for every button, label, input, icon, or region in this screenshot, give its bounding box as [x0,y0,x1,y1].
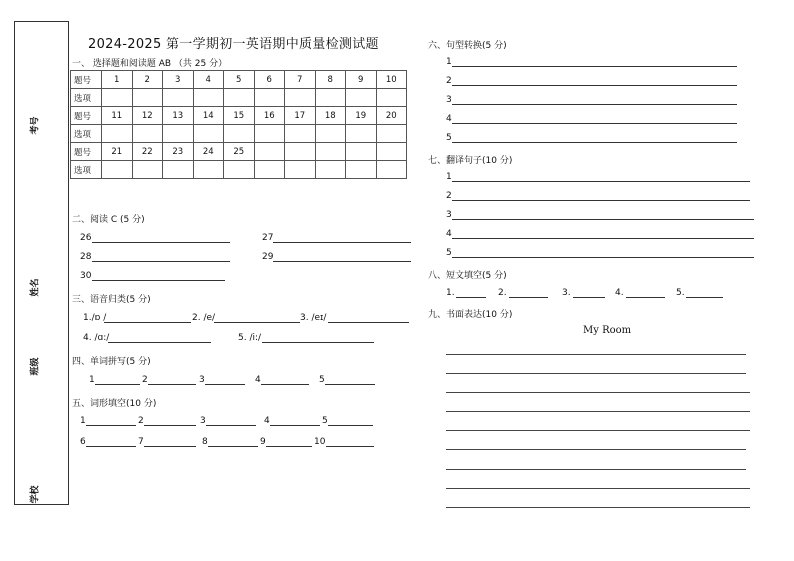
essay-title: My Room [583,325,632,336]
blank-label: 3 [199,375,205,385]
answer-line[interactable] [509,297,548,298]
class-label: 班级 [30,357,41,376]
blank-label: 1 [80,416,86,426]
answer-line[interactable] [208,446,258,447]
section-7-heading: 七、翻译句子(10 分) [428,156,513,166]
section-2-heading: 二、阅读 C (5 分) [72,215,145,225]
section-8-heading: 八、短文填空(5 分) [428,271,507,281]
answer-cell[interactable] [346,89,377,107]
blank-label: 3. [562,288,571,298]
answer-line[interactable] [206,425,256,426]
row-label: 题号 [71,71,102,89]
q-number: 7 [285,71,316,89]
q-number: 10 [376,71,407,89]
q-number: 11 [102,107,133,125]
section-1-heading: 一、 选择题和阅读题 AB （共 25 分） [72,59,228,69]
answer-line[interactable] [86,425,136,426]
answer-line[interactable] [452,181,750,182]
section-6-heading: 六、句型转换(5 分) [428,41,507,51]
q-number: 9 [346,71,377,89]
blank-label: 1 [446,57,452,67]
page-title: 2024-2025 第一学期初一英语期中质量检测试题 [88,37,379,52]
blank-label: 4. [615,288,624,298]
blank-label: 1./ɒ / [83,313,107,323]
empty-cell [346,143,377,161]
q-number: 13 [163,107,194,125]
blank-label: 9 [260,437,266,447]
blank-label: 5. [676,288,685,298]
q-number: 15 [224,107,255,125]
q-number: 5 [224,71,255,89]
q-number: 12 [132,107,163,125]
answer-line[interactable] [108,342,211,343]
writing-line[interactable] [446,488,750,489]
blank-label: 4. /ɑ:/ [83,333,110,343]
q-number: 4 [193,71,224,89]
empty-cell [346,161,377,179]
blank-label: 3 [200,416,206,426]
answer-cell[interactable] [102,125,133,143]
answer-line[interactable] [92,280,225,281]
answer-line[interactable] [452,200,750,201]
answer-line[interactable] [148,384,196,385]
section-3-heading: 三、语音归类(5 分) [72,295,151,305]
answer-line[interactable] [452,85,737,86]
answer-line[interactable] [266,446,312,447]
answer-line[interactable] [452,257,754,258]
answer-cell[interactable] [132,161,163,179]
answer-cell[interactable] [346,125,377,143]
blank-label: 3. /eɪ/ [300,313,327,323]
answer-cell[interactable] [285,89,316,107]
name-label: 姓名 [30,278,41,297]
blank-label: 4 [255,375,261,385]
answer-cell[interactable] [224,125,255,143]
q-number: 2 [132,71,163,89]
answer-cell[interactable] [193,89,224,107]
writing-line[interactable] [446,411,750,412]
q-number: 22 [132,143,163,161]
blank-label: 5 [446,248,452,258]
blank-label: 6 [80,437,86,447]
answer-cell[interactable] [193,161,224,179]
blank-label: 26 [80,233,92,243]
blank-label: 5 [322,416,328,426]
answer-line[interactable] [573,297,605,298]
blank-label: 1. [446,288,455,298]
answer-cell[interactable] [376,125,407,143]
q-number: 25 [224,143,255,161]
answer-line[interactable] [205,384,245,385]
q-number: 1 [102,71,133,89]
answer-cell[interactable] [193,125,224,143]
answer-cell[interactable] [132,125,163,143]
answer-line[interactable] [626,297,665,298]
writing-line[interactable] [446,430,750,431]
blank-label: 3 [446,210,452,220]
answer-line[interactable] [144,446,196,447]
blank-label: 5. /i:/ [238,333,262,343]
blank-label: 8 [202,437,208,447]
q-number: 21 [102,143,133,161]
empty-cell [285,161,316,179]
blank-label: 2 [446,191,452,201]
blank-label: 28 [80,252,92,262]
empty-cell [254,143,285,161]
answer-line[interactable] [92,261,230,262]
answer-cell[interactable] [254,89,285,107]
answer-line[interactable] [456,297,486,298]
writing-line[interactable] [446,373,746,374]
answer-cell[interactable] [224,89,255,107]
blank-label: 10 [314,437,326,447]
blank-label: 2 [142,375,148,385]
q-number: 20 [376,107,407,125]
q-number: 17 [285,107,316,125]
answer-line[interactable] [452,238,754,239]
row-label: 选项 [71,161,102,179]
answer-line[interactable] [261,384,309,385]
answer-line[interactable] [326,446,374,447]
answer-table [70,70,407,179]
empty-cell [285,143,316,161]
blank-label: 2. /e/ [192,313,216,323]
answer-line[interactable] [104,322,191,323]
answer-line[interactable] [273,242,411,243]
q-number: 24 [193,143,224,161]
answer-line[interactable] [452,66,737,67]
exam-number-label: 考号 [30,116,41,135]
answer-line[interactable] [214,322,300,323]
answer-line[interactable] [328,322,409,323]
empty-cell [254,161,285,179]
answer-line[interactable] [452,219,754,220]
q-number: 3 [163,71,194,89]
answer-cell[interactable] [315,125,346,143]
row-label: 选项 [71,125,102,143]
empty-cell [376,143,407,161]
writing-line[interactable] [446,469,746,470]
writing-line[interactable] [446,392,750,393]
row-label: 题号 [71,107,102,125]
answer-line[interactable] [452,142,737,143]
answer-line[interactable] [686,297,723,298]
q-number: 8 [315,71,346,89]
blank-label: 2 [446,76,452,86]
writing-line[interactable] [446,449,746,450]
answer-cell[interactable] [163,125,194,143]
q-number: 19 [346,107,377,125]
row-label: 选项 [71,89,102,107]
answer-line[interactable] [328,425,373,426]
q-number: 6 [254,71,285,89]
blank-label: 1 [446,172,452,182]
q-number: 18 [315,107,346,125]
blank-label: 4 [446,229,452,239]
answer-line[interactable] [270,425,320,426]
section-9-heading: 九、书面表达(10 分) [428,310,513,320]
blank-label: 27 [262,233,274,243]
blank-label: 7 [138,437,144,447]
answer-line[interactable] [262,342,374,343]
section-5-heading: 五、词形填空(10 分) [72,399,157,409]
answer-line[interactable] [452,104,737,105]
answer-line[interactable] [92,242,230,243]
school-label: 学校 [30,485,41,504]
answer-cell[interactable] [102,89,133,107]
q-number: 23 [163,143,194,161]
answer-line[interactable] [86,446,136,447]
writing-line[interactable] [446,354,746,355]
blank-label: 5 [446,133,452,143]
answer-cell[interactable] [163,161,194,179]
writing-line[interactable] [446,507,750,508]
blank-label: 3 [446,95,452,105]
blank-label: 4 [264,416,270,426]
empty-cell [315,161,346,179]
blank-label: 29 [262,252,274,262]
answer-cell[interactable] [315,89,346,107]
blank-label: 4 [446,114,452,124]
answer-line[interactable] [325,384,375,385]
answer-cell[interactable] [132,89,163,107]
answer-cell[interactable] [224,161,255,179]
section-4-heading: 四、单词拼写(5 分) [72,357,151,367]
blank-label: 2 [138,416,144,426]
answer-cell[interactable] [376,89,407,107]
answer-line[interactable] [95,384,140,385]
answer-line[interactable] [144,425,196,426]
answer-cell[interactable] [163,89,194,107]
answer-cell[interactable] [254,125,285,143]
row-label: 题号 [71,143,102,161]
empty-cell [376,161,407,179]
answer-cell[interactable] [102,161,133,179]
blank-label: 5 [319,375,325,385]
answer-line[interactable] [452,123,737,124]
info-sidebar [14,21,69,505]
blank-label: 2. [498,288,507,298]
q-number: 14 [193,107,224,125]
blank-label: 1 [89,375,95,385]
answer-cell[interactable] [285,125,316,143]
answer-line[interactable] [273,261,411,262]
empty-cell [315,143,346,161]
blank-label: 30 [80,271,92,281]
q-number: 16 [254,107,285,125]
